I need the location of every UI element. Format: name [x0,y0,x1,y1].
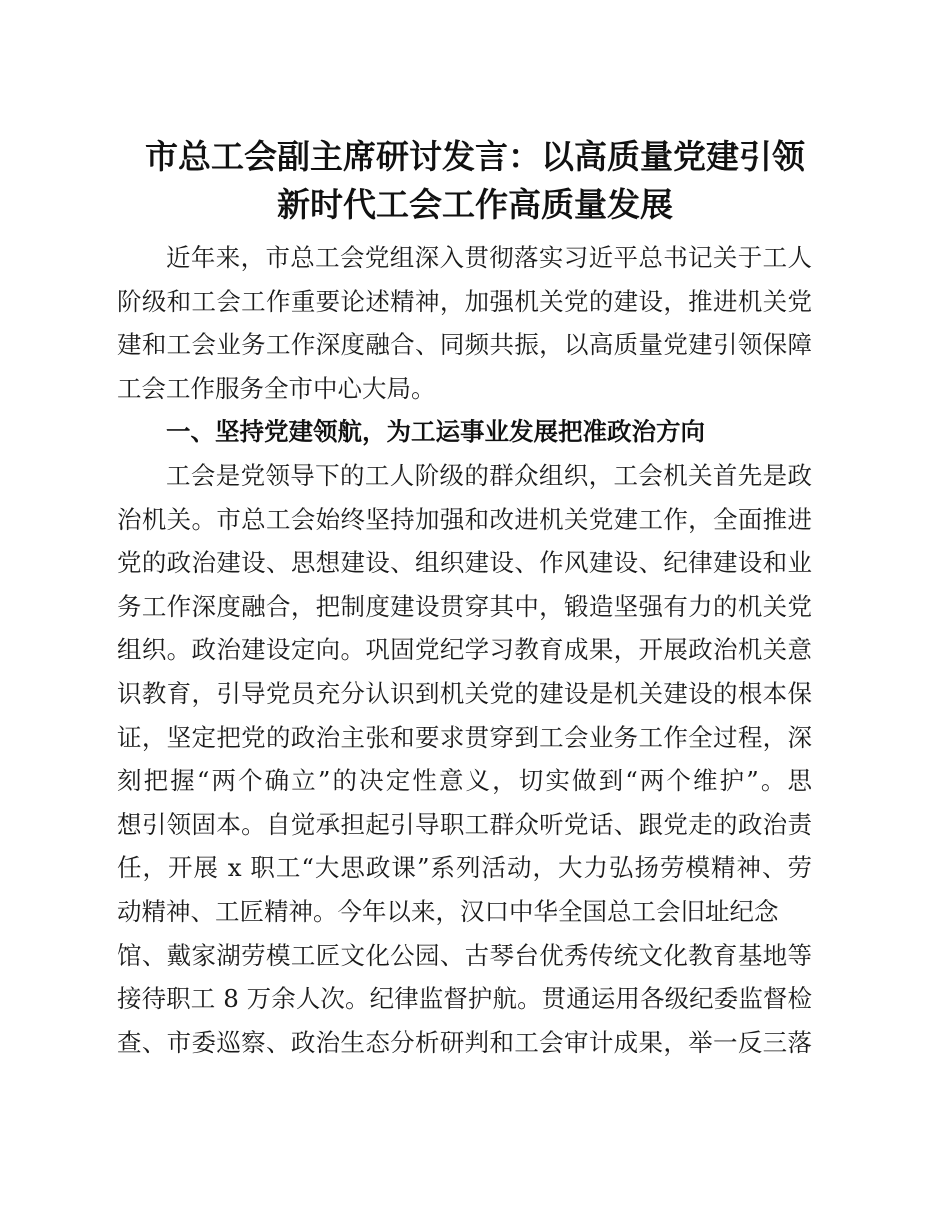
document-body [117,236,812,1064]
paragraph-line: 任，开展 x 职工“大思政课”系列活动，大力弘扬劳模精神、劳 [117,853,812,883]
paragraph-line: 党的政治建设、思想建设、组织建设、作风建设、纪律建设和业 [117,548,812,578]
paragraph-1 [117,236,812,410]
paragraph-line: 想引领固本。自觉承担起引导职工群众听党话、跟党走的政治责 [117,809,812,839]
paragraph-line: 查、市委巡察、政治生态分析研判和工会审计成果，举一反三落 [117,1027,812,1057]
paragraph-line: 近年来，市总工会党组深入贯彻落实习近平总书记关于工人 [166,243,812,272]
paragraph-line: 务工作深度融合，把制度建设贯穿其中，锻造坚强有力的机关党 [117,591,812,621]
paragraph-line: 刻把握“两个确立”的决定性意义，切实做到“两个维护”。思 [117,766,812,796]
paragraph-line: 接待职工 8 万余人次。纪律监督护航。贯通运用各级纪委监督检 [117,984,812,1014]
paragraph-line: 组织。政治建设定向。巩固党纪学习教育成果，开展政治机关意 [117,635,812,665]
paragraph-line: 识教育，引导党员充分认识到机关党的建设是机关建设的根本保 [117,678,812,708]
title-line-2: 新时代工会工作高质量发展 [277,185,673,224]
paragraph-line: 建和工会业务工作深度融合、同频共振，以高质量党建引领保障 [117,330,812,360]
paragraph-2 [117,454,812,1064]
paragraph-line: 工会工作服务全市中心大局。 [117,373,436,403]
paragraph-line: 阶级和工会工作重要论述精神，加强机关党的建设，推进机关党 [117,286,812,316]
paragraph-line: 馆、戴家湖劳模工匠文化公园、古琴台优秀传统文化教育基地等 [117,940,812,970]
title-line-1: 市总工会副主席研讨发言：以高质量党建引领 [145,137,805,176]
section-heading-1: 一、坚持党建领航，为工运事业发展把准政治方向 [166,417,705,447]
paragraph-line: 证，坚定把党的政治主张和要求贯穿到工会业务工作全过程，深 [117,722,812,752]
paragraph-line: 工会是党领导下的工人阶级的群众组织，工会机关首先是政 [166,460,812,490]
paragraph-line: 动精神、工匠精神。今年以来，汉口中华全国总工会旧址纪念 [117,896,779,926]
paragraph-line: 治机关。市总工会始终坚持加强和改进机关党建工作，全面推进 [117,504,812,534]
document-title [110,133,840,229]
